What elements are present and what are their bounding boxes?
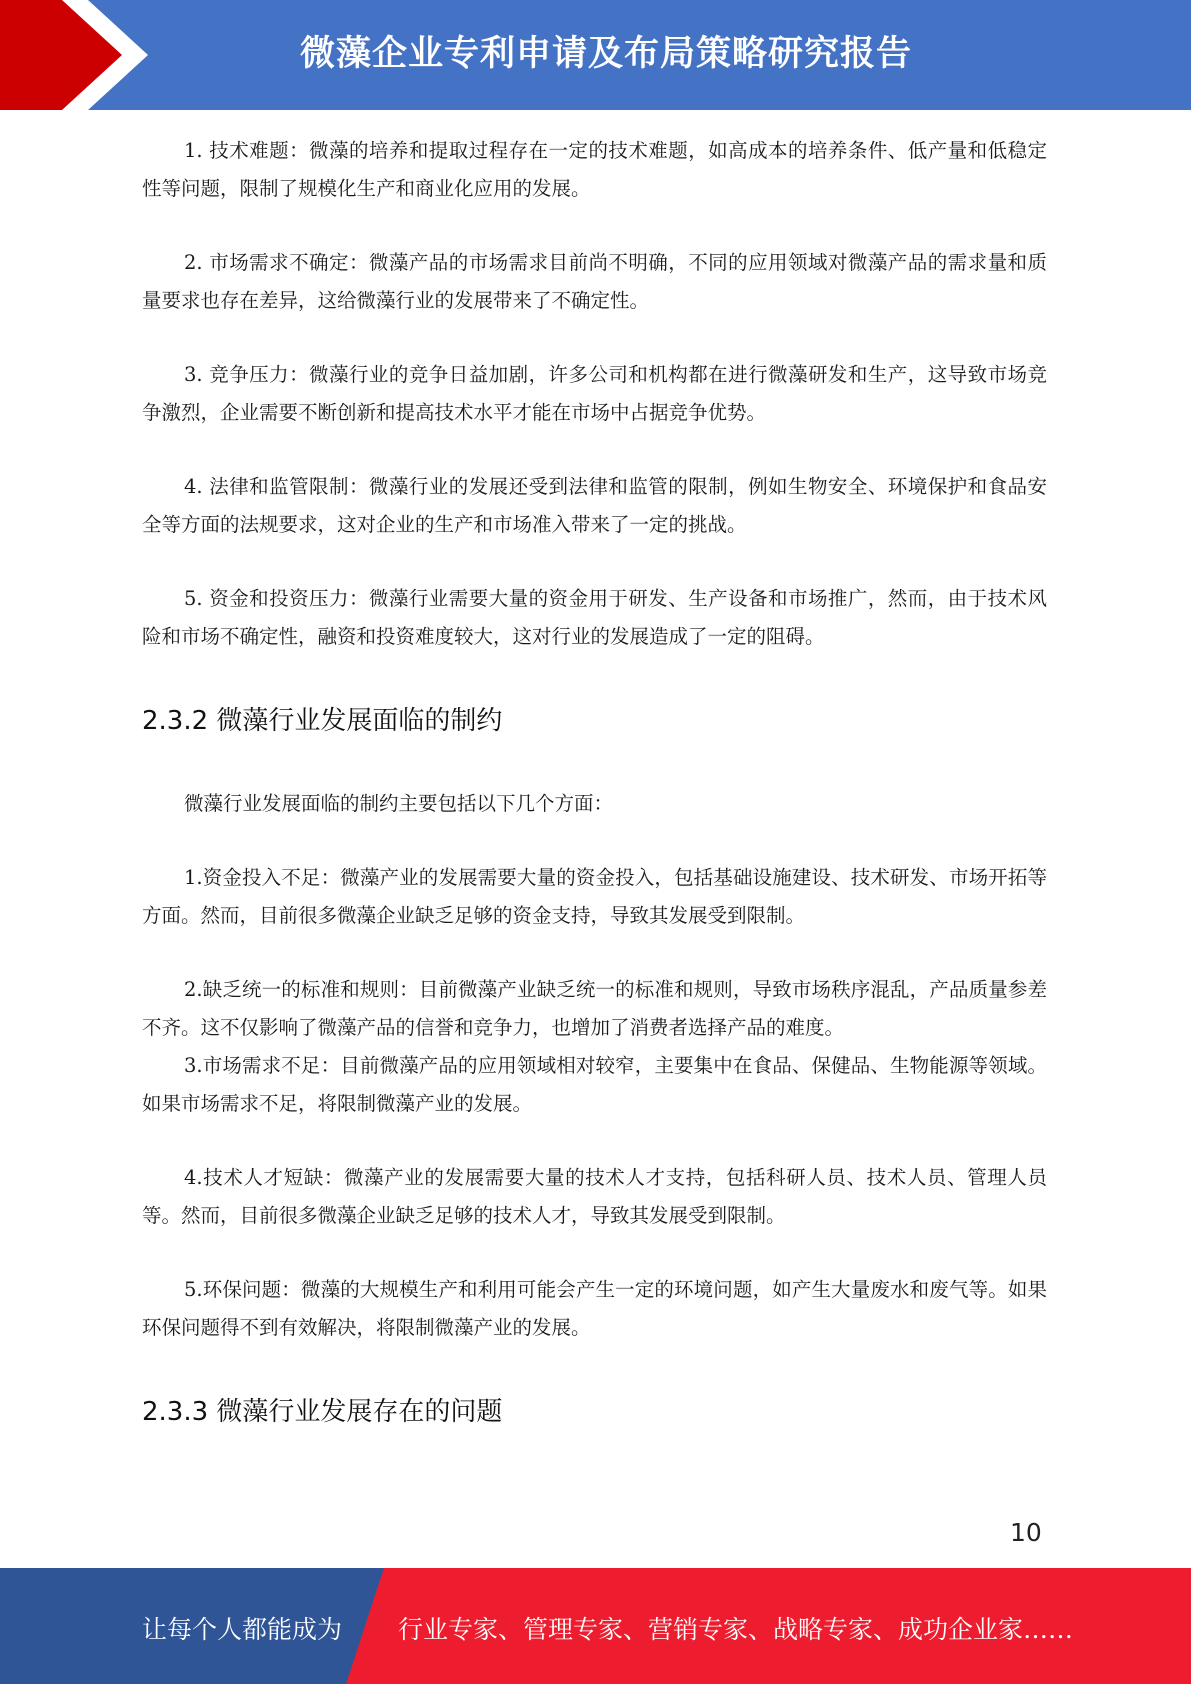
page-footer xyxy=(0,1568,1191,1684)
section-heading-2-3-2: 2.3.2 微藻行业发展面临的制约 xyxy=(142,706,503,736)
paragraph-legal-regulation: 4. 法律和监管限制：微藻行业的发展还受到法律和监管的限制，例如生物安全、环境保护和食品安全等方面的法规要求，这对企业的生产和市场准入带来了一定的挑战。 xyxy=(142,475,1047,536)
paragraph-funding-pressure: 5. 资金和投资压力：微藻行业需要大量的资金用于研发、生产设备和市场推广，然而，由于技术风险和市场不确定性，融资和投资难度较大，这对行业的发展造成了一定的阻碍。 xyxy=(142,587,1047,648)
section-intro: 微藻行业发展面临的制约主要包括以下几个方面： xyxy=(184,792,614,815)
paragraph-technical-difficulty: 1. 技术难题：微藻的培养和提取过程存在一定的技术难题，如高成本的培养条件、低产量和低稳定性等问题，限制了规模化生产和商业化应用的发展。 xyxy=(142,139,1047,200)
footer-slogan-left: 让每个人都能成为 xyxy=(142,1615,343,1644)
document-body xyxy=(142,132,1047,1476)
paragraph-market-uncertainty: 2. 市场需求不确定：微藻产品的市场需求目前尚不明确，不同的应用领域对微藻产品的需求量和质量要求也存在差异，这给微藻行业的发展带来了不确定性。 xyxy=(142,251,1047,312)
constraint-item-standards: 2.缺乏统一的标准和规则：目前微藻产业缺乏统一的标准和规则，导致市场秩序混乱，产品质量参差不齐。这不仅影响了微藻产品的信誉和竞争力，也增加了消费者选择产品的难度。 xyxy=(142,978,1047,1039)
constraint-item-funding: 1.资金投入不足：微藻产业的发展需要大量的资金投入，包括基础设施建设、技术研发、市场开拓等方面。然而，目前很多微藻企业缺乏足够的资金支持，导致其发展受到限制。 xyxy=(142,866,1047,927)
footer-slogan-right: 行业专家、管理专家、营销专家、战略专家、成功企业家…… xyxy=(398,1615,1074,1644)
paragraph-competition-pressure: 3. 竞争压力：微藻行业的竞争日益加剧，许多公司和机构都在进行微藻研发和生产，这导致市场竞争激烈，企业需要不断创新和提高技术水平才能在市场中占据竞争优势。 xyxy=(142,363,1047,424)
header-title: 微藻企业专利申请及布局策略研究报告 xyxy=(300,34,913,74)
page-header xyxy=(0,0,1191,110)
constraint-item-environment: 5.环保问题：微藻的大规模生产和利用可能会产生一定的环境问题，如产生大量废水和废气等。如果环保问题得不到有效解决，将限制微藻产业的发展。 xyxy=(142,1278,1047,1339)
constraint-item-talent: 4.技术人才短缺：微藻产业的发展需要大量的技术人才支持，包括科研人员、技术人员、管理人员等。然而，目前很多微藻企业缺乏足够的技术人才，导致其发展受到限制。 xyxy=(142,1166,1047,1227)
page-number: 10 xyxy=(1010,1518,1042,1547)
section-heading-2-3-3: 2.3.3 微藻行业发展存在的问题 xyxy=(142,1397,503,1427)
constraint-item-market-demand: 3.市场需求不足：目前微藻产品的应用领域相对较窄，主要集中在食品、保健品、生物能源等领域。如果市场需求不足，将限制微藻产业的发展。 xyxy=(142,1054,1047,1115)
